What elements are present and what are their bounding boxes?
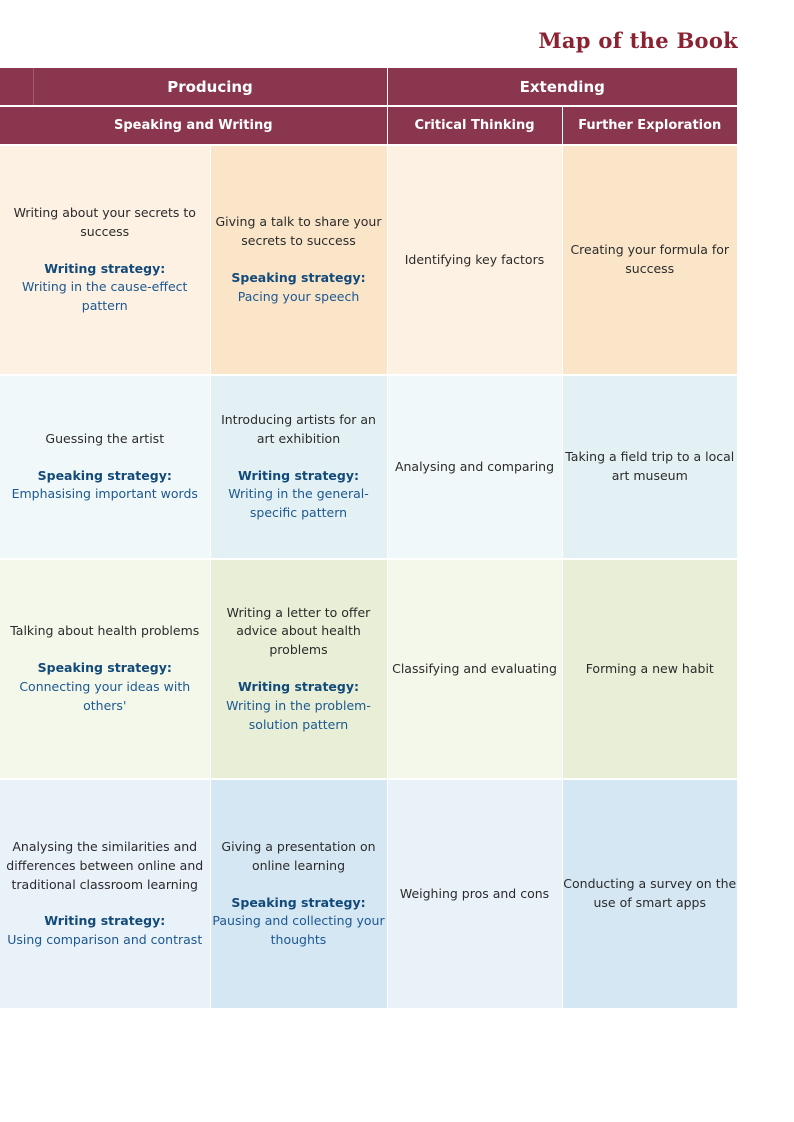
- further-exploration-cell: Conducting a survey on the use of smart apps: [562, 779, 737, 1008]
- table-row: [0, 375, 737, 559]
- strategy-label: Speaking strategy:: [231, 894, 366, 910]
- critical-thinking-cell: Identifying key factors: [387, 145, 562, 375]
- speaking-writing-cell: [210, 779, 387, 1008]
- strategy-value: Pacing your speech: [237, 288, 360, 304]
- map-of-book-table: [0, 68, 737, 1008]
- critical-thinking-cell: Classifying and evaluating: [387, 559, 562, 779]
- speaking-writing-cell: [0, 145, 210, 375]
- strategy-label: Writing strategy:: [237, 467, 360, 483]
- table-row: [0, 559, 737, 779]
- strategy-label: Speaking strategy:: [37, 467, 172, 483]
- strategy-value: Writing in the general-specific pattern: [228, 486, 369, 521]
- activity-text: Talking about health problems: [10, 623, 200, 639]
- activity-text: Guessing the artist: [45, 430, 165, 446]
- header-extending: Extending: [387, 68, 737, 106]
- strategy-label: Speaking strategy:: [231, 270, 366, 285]
- activity-text: Giving a talk to share your secrets to success: [215, 214, 382, 249]
- header-speaking-writing: Speaking and Writing: [0, 106, 387, 145]
- further-exploration-cell: Creating your formula for success: [562, 145, 737, 375]
- strategy-label: Writing strategy:: [44, 913, 166, 929]
- page-title: Map of the Book: [538, 28, 738, 53]
- speaking-writing-cell: [210, 145, 387, 375]
- strategy-value: Using comparison and contrast: [7, 932, 203, 948]
- strategy-value: Pausing and collecting your thoughts: [212, 913, 385, 948]
- activity-text: Giving a presentation on online learning: [221, 839, 376, 873]
- speaking-writing-cell: [0, 779, 210, 1008]
- activity-text: Analysing the similarities and differences between online and traditional classroom learning: [6, 839, 204, 892]
- header-further-exploration: Further Exploration: [562, 106, 737, 145]
- strategy-label: Writing strategy:: [237, 679, 360, 694]
- strategy-value: Emphasising important words: [11, 486, 198, 502]
- activity-text: Writing a letter to offer advice about health problems: [226, 604, 371, 658]
- header-critical-thinking: Critical Thinking: [387, 106, 562, 145]
- speaking-writing-cell: [210, 375, 387, 559]
- header-producing: Producing: [33, 68, 387, 106]
- speaking-writing-cell: [0, 559, 210, 779]
- critical-thinking-cell: Analysing and comparing: [387, 375, 562, 559]
- activity-text: Introducing artists for an art exhibition: [221, 412, 376, 446]
- strategy-label: Speaking strategy:: [37, 660, 172, 676]
- header-row-top: [0, 68, 737, 106]
- table-row: [0, 779, 737, 1008]
- strategy-value: Connecting your ideas with others': [19, 679, 191, 713]
- header-stub-cell: [0, 68, 33, 106]
- header-row-sub: [0, 106, 737, 145]
- strategy-value: Writing in the problem-solution pattern: [226, 697, 371, 732]
- further-exploration-cell: Taking a field trip to a local art museum: [562, 375, 737, 559]
- table-row: [0, 145, 737, 375]
- critical-thinking-cell: Weighing pros and cons: [387, 779, 562, 1008]
- activity-text: Writing about your secrets to success: [13, 205, 196, 239]
- speaking-writing-cell: [0, 375, 210, 559]
- further-exploration-cell: Forming a new habit: [562, 559, 737, 779]
- strategy-label: Writing strategy:: [44, 260, 166, 276]
- strategy-value: Writing in the cause-effect pattern: [22, 279, 188, 314]
- speaking-writing-cell: [210, 559, 387, 779]
